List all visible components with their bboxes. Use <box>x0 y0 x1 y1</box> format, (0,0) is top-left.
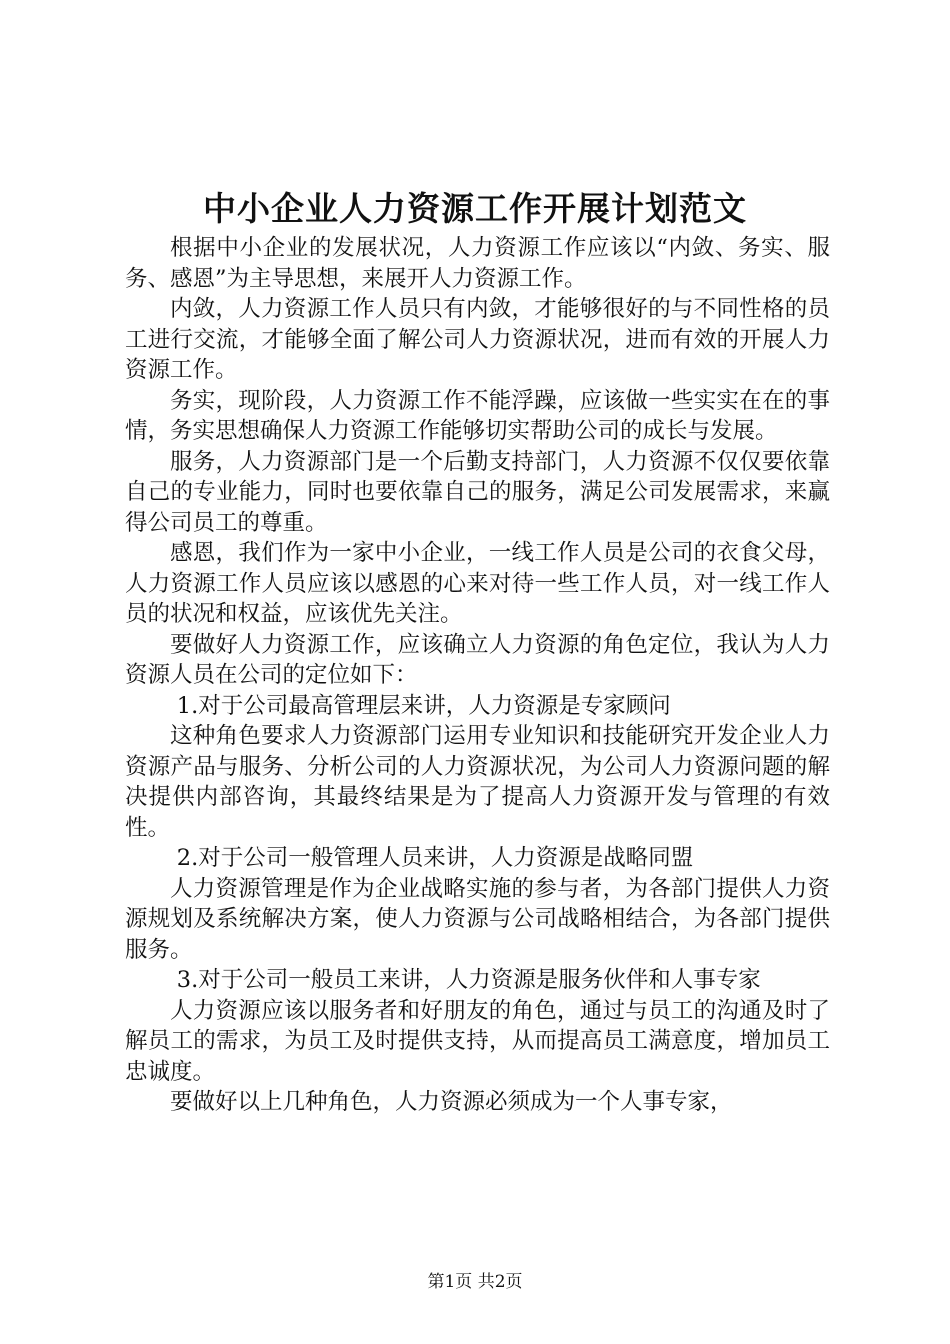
paragraph: 要做好以上几种角色，人力资源必须成为一个人事专家， <box>170 1089 733 1115</box>
paragraph: 这种角色要求人力资源部门运用专业知识和技能研究开发企业人力资源产品与服务、分析公司的人力资源状况，为公司人力资源问题的解决提供内部咨询，其最终结果是为了提高人力资源开发与管理的有效性。 <box>125 723 830 841</box>
numbered-heading: 1.对于公司最高管理层来讲，人力资源是专家顾问 <box>176 692 671 719</box>
paragraph: 要做好人力资源工作，应该确立人力资源的角色定位，我认为人力资源人员在公司的定位如下： <box>125 631 830 688</box>
paragraph: 务实，现阶段，人力资源工作不能浮躁，应该做一些实实在在的事情，务实思想确保人力资源工作能够切实帮助公司的成长与发展。 <box>125 387 830 444</box>
document-title: 中小企业人力资源工作开展计划范文 <box>203 189 747 228</box>
paragraph: 感恩，我们作为一家中小企业，一线工作人员是公司的衣食父母，人力资源工作人员应该以感恩的心来对待一些工作人员，对一线工作人员的状况和权益，应该优先关注。 <box>125 540 830 627</box>
paragraph: 人力资源应该以服务者和好朋友的角色，通过与员工的沟通及时了解员工的需求，为员工及时提供支持，从而提高员工满意度，增加员工忠诚度。 <box>125 997 830 1085</box>
numbered-heading: 2.对于公司一般管理人员来讲，人力资源是战略同盟 <box>176 845 694 871</box>
paragraph: 人力资源管理是作为企业战略实施的参与者，为各部门提供人力资源规划及系统解决方案，使人力资源与公司战略相结合，为各部门提供服务。 <box>125 875 830 963</box>
paragraph: 服务，人力资源部门是一个后勤支持部门，人力资源不仅仅要依靠自己的专业能力，同时也要依靠自己的服务，满足公司发展需求，来赢得公司员工的尊重。 <box>125 448 830 536</box>
paragraph: 内敛，人力资源工作人员只有内敛，才能够很好的与不同性格的员工进行交流，才能够全面了解公司人力资源状况，进而有效的开展人力资源工作。 <box>125 296 830 383</box>
numbered-heading: 3.对于公司一般员工来讲，人力资源是服务伙伴和人事专家 <box>176 967 761 993</box>
page-number: 第1页 共2页 <box>427 1272 523 1292</box>
paragraph: 根据中小企业的发展状况，人力资源工作应该以“内敛、务实、服务、感恩”为主导思想，来展开人力资源工作。 <box>125 235 830 292</box>
document-body <box>125 233 830 1118</box>
